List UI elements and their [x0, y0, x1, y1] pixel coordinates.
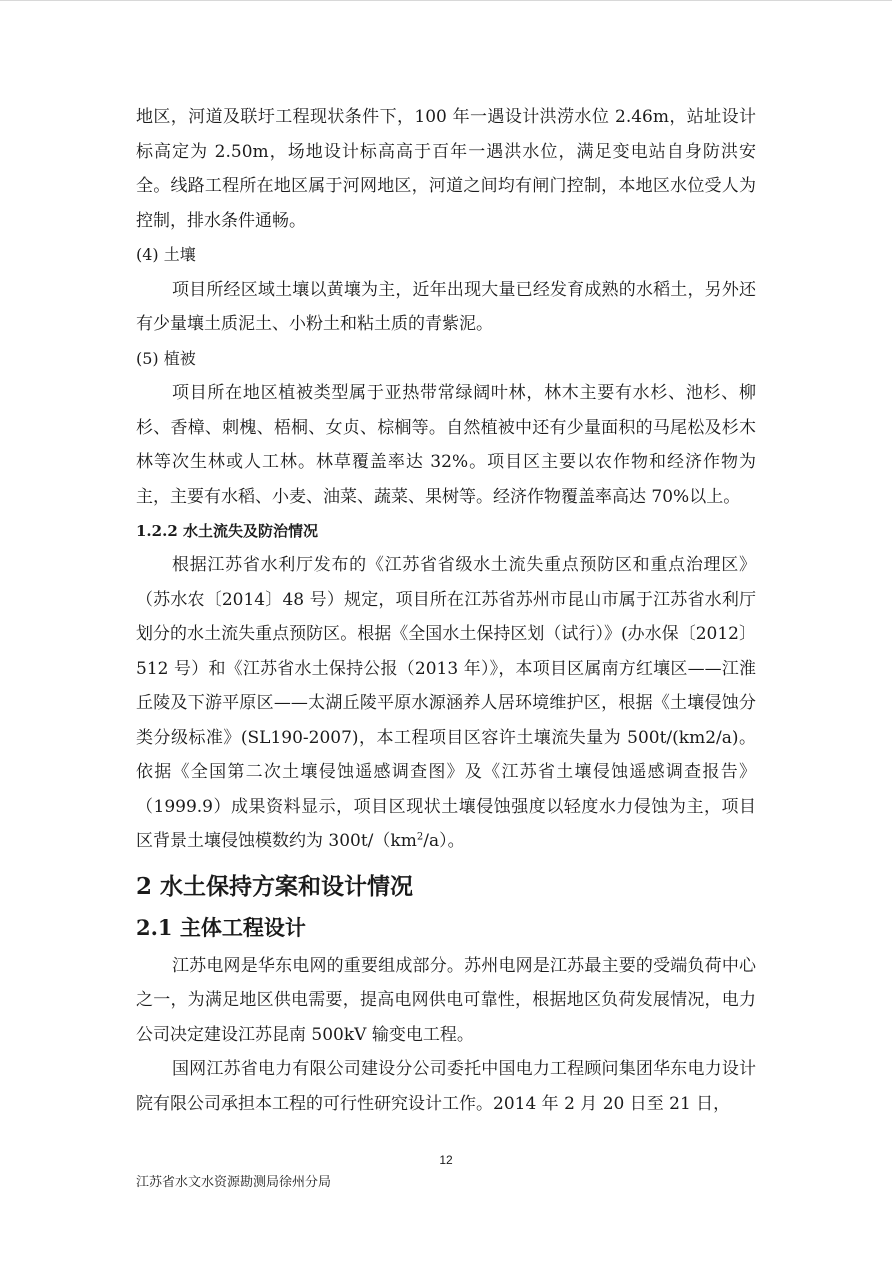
- page-top-border: [0, 0, 892, 1]
- paragraph-soil-erosion: [136, 548, 756, 859]
- paragraph-soil: 项目所经区域土壤以黄壤为主，近年出现大量已经发育成熟的水稻土，另外还有少量壤土质泥土、小粉土和粘土质的青紫泥。: [136, 279, 756, 334]
- paragraph-vegetation: 项目所在地区植被类型属于亚热带常绿阔叶林，林木主要有水杉、池杉、柳杉、香樟、刺槐、梧桐、女贞、棕榈等。自然植被中还有少量面积的马尾松及杉木林等次生林或人工林。林草覆盖率达 32%。项目区主要以农作物和经济作物为主，主要有水稻、小麦、油菜、蔬菜、果树等。经济作物覆盖率高达 70%以上。: [136, 383, 756, 507]
- item-vegetation-heading: (5) 植被: [136, 348, 196, 368]
- section-heading-1-2-2: 1.2.2 水土流失及防治情况: [136, 522, 318, 540]
- paragraph-soil-erosion-text: 根据江苏省水利厅发布的《江苏省省级水土流失重点预防区和重点治理区》（苏水农〔2014〕48 号）规定，项目所在江苏省苏州市昆山市属于江苏省水利厅划分的水土流失重点预防区。根据《全国水土保持区划（试行）》(办水保〔2012〕512 号）和《江苏省水土保持公报（2013 年）》，本项目区属南方红壤区——江淮丘陵及下游平原区——太湖丘陵平原水源涵养人居环境维护区，根据《土壤侵蚀分类分级标准》(SL190-2007)，本工程项目区容许土壤流失量为 500t/(km2/a)。依据《全国第二次土壤侵蚀遥感调查图》及《江苏省土壤侵蚀遥感调查报告》（1999.9）成果资料显示，项目区现状土壤侵蚀强度以轻度水力侵蚀为主，项目区背景土壤侵蚀模数约为 300t/（km: [136, 555, 756, 851]
- superscript-2: 2: [416, 831, 424, 843]
- footer-organization: 江苏省水文水资源勘测局徐州分局: [136, 1175, 332, 1190]
- document-body: [136, 100, 756, 1121]
- page-number: 12: [439, 1153, 453, 1167]
- paragraph-design-commission: 国网江苏省电力有限公司建设分公司委托中国电力工程顾问集团华东电力设计院有限公司承担本工程的可行性研究设计工作。2014 年 2 月 20 日至 21 日，: [136, 1059, 756, 1114]
- paragraph-soil-erosion-end: /a）。: [423, 831, 465, 851]
- paragraph-flood-control: 地区，河道及联圩工程现状条件下，100 年一遇设计洪涝水位 2.46m，站址设计标高定为 2.50m，场地设计标高高于百年一遇洪水位，满足变电站自身防洪安全。线路工程所在地区属于河网地区，河道之间均有闸门控制，本地区水位受人为控制，排水条件通畅。: [136, 107, 756, 231]
- paragraph-grid-overview: 江苏电网是华东电网的重要组成部分。苏州电网是江苏最主要的受端负荷中心之一，为满足地区供电需要，提高电网供电可靠性，根据地区负荷发展情况，电力公司决定建设江苏昆南 500kV 输变电工程。: [136, 955, 756, 1045]
- item-soil-heading: (4) 土壤: [136, 245, 196, 264]
- chapter-heading-2: 2 水土保持方案和设计情况: [136, 872, 414, 900]
- section-heading-2-1: 2.1 主体工程设计: [136, 914, 306, 940]
